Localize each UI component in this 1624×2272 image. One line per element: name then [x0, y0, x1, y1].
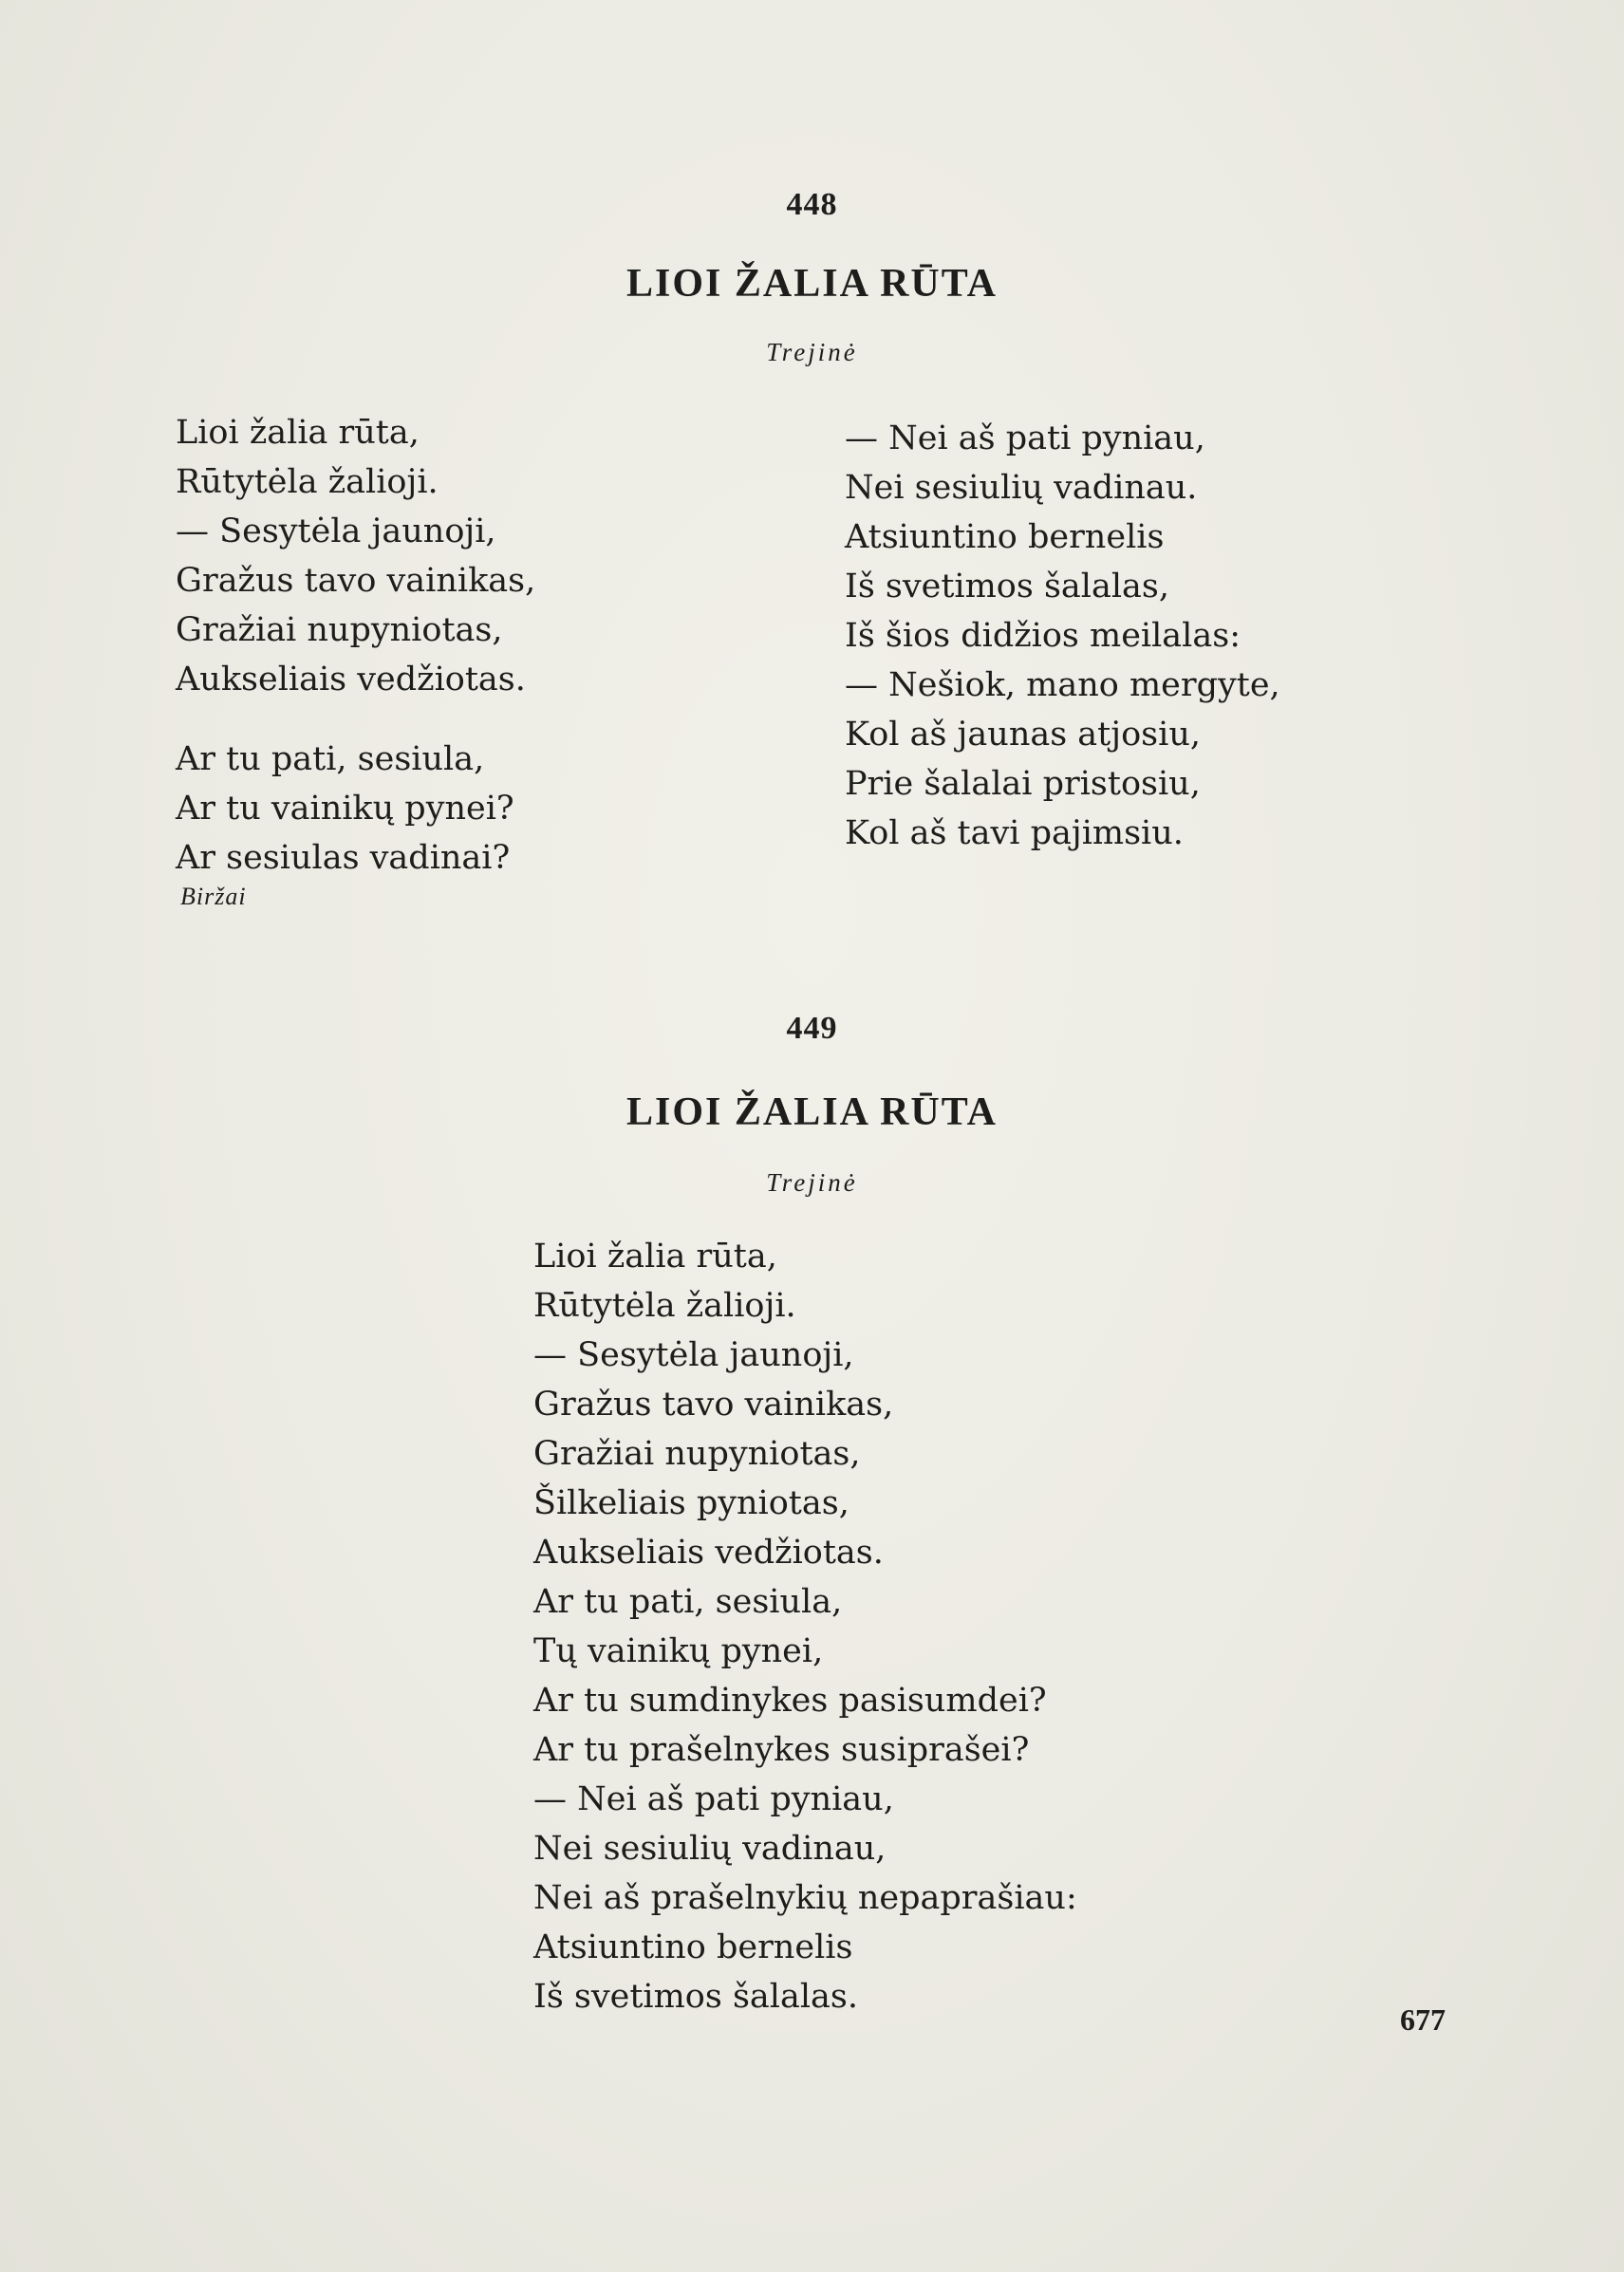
poem-line: Iš svetimos šalalas. — [533, 1978, 859, 2016]
song-title: LIOI ŽALIA RŪTA — [626, 262, 998, 306]
poem-line: Prie šalalai pristosiu, — [845, 765, 1201, 803]
poem-line: Šilkeliais pyniotas, — [533, 1484, 849, 1522]
poem-line: Ar tu pati, sesiula, — [533, 1583, 843, 1621]
poem-line: Iš šios didžios meilalas: — [845, 617, 1241, 655]
poem-line: — Nei aš pati pyniau, — [845, 419, 1205, 457]
poem-line: Aukseliais vedžiotas. — [176, 661, 526, 698]
place-name: Biržai — [180, 883, 247, 910]
poem-line: Ar tu sumdinykes pasisumdei? — [533, 1682, 1047, 1720]
poem-line: Ar tu prašelnykes susiprašei? — [533, 1731, 1030, 1769]
poem-line: — Sesytėla jaunoji, — [533, 1336, 854, 1374]
poem-line: Gražus tavo vainikas, — [176, 562, 536, 600]
poem-line: Tų vainikų pynei, — [533, 1632, 824, 1670]
song-number: 448 — [786, 187, 838, 222]
poem-line: Ar sesiulas vadinai? — [176, 839, 511, 877]
poem-line: Ar tu vainikų pynei? — [176, 790, 514, 828]
poem-line: Gražiai nupyniotas, — [533, 1435, 861, 1473]
poem-line: — Nei aš pati pyniau, — [533, 1780, 894, 1818]
poem-line: Gražiai nupyniotas, — [176, 611, 503, 649]
page-number: 677 — [1400, 2002, 1446, 2037]
poem-line: Rūtytėla žalioji. — [533, 1287, 796, 1325]
poem-single-column — [533, 1232, 1077, 2021]
poem-line: — Nešiok, mano mergyte, — [845, 666, 1280, 704]
poem-line: Nei sesiulių vadinau, — [533, 1830, 887, 1868]
poem-right-column — [845, 414, 1280, 858]
song-subtitle: Trejinė — [766, 1168, 858, 1197]
poem-line: Nei sesiulių vadinau. — [845, 469, 1198, 507]
song-title: LIOI ŽALIA RŪTA — [626, 1090, 998, 1134]
poem-line: Ar tu pati, sesiula, — [176, 740, 485, 778]
poem-line: Rūtytėla žalioji. — [176, 463, 439, 501]
song-subtitle: Trejinė — [766, 338, 858, 366]
poem-line: Atsiuntino bernelis — [533, 1928, 853, 1966]
song-number: 449 — [786, 1011, 838, 1046]
poem-line: Iš svetimos šalalas, — [845, 568, 1170, 605]
poem-line: Gražus tavo vainikas, — [533, 1386, 894, 1424]
poem-left-column — [176, 408, 535, 883]
poem-line: Lioi žalia rūta, — [176, 414, 420, 452]
poem-line: Kol aš tavi pajimsiu. — [845, 814, 1184, 852]
poem-line: Aukseliais vedžiotas. — [533, 1534, 884, 1572]
poem-line: Nei aš prašelnykių nepaprašiau: — [533, 1879, 1077, 1917]
poem-line: — Sesytėla jaunoji, — [176, 512, 496, 550]
poem-line: Lioi žalia rūta, — [533, 1238, 777, 1276]
poem-line: Kol aš jaunas atjosiu, — [845, 716, 1201, 754]
poem-line: Atsiuntino bernelis — [845, 518, 1165, 556]
stanza-gap — [176, 704, 535, 735]
